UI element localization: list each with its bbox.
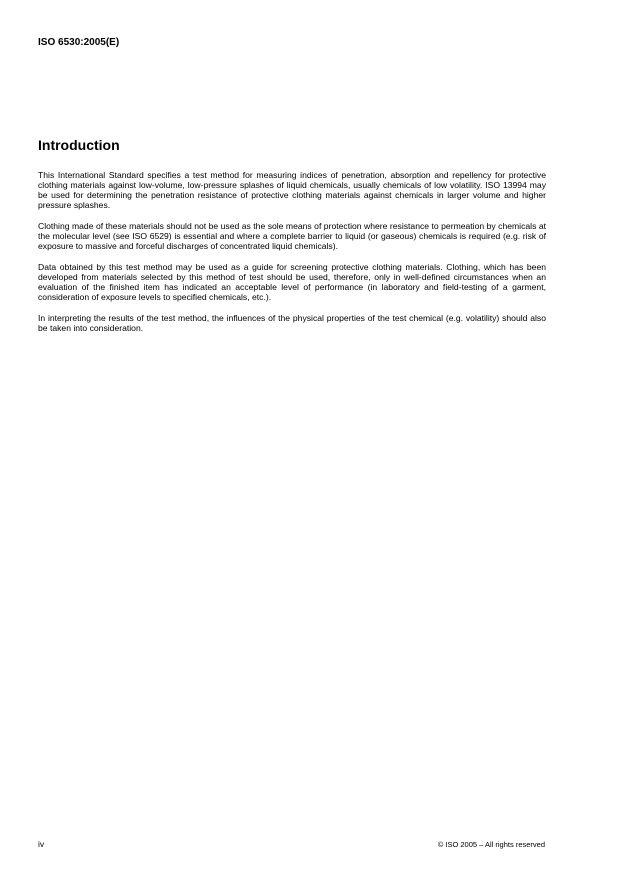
section-title: Introduction xyxy=(38,137,120,153)
paragraph-3: Data obtained by this test method may be used as a guide for screening protective clothing materials. Clothing, which has been developed from materials selected by this method of test should be used, therefore, only in well-defined circumstances when an evaluation of the finished item has indicated an acceptable level of performance (in laboratory and field-testing of a garment, consideration of exposure levels to specified chemicals, etc.). xyxy=(38,262,546,302)
document-id-header: ISO 6530:2005(E) xyxy=(38,37,120,48)
paragraph-4: In interpreting the results of the test method, the influences of the physical properties of the test chemical (e.g. volatility) should also be taken into consideration. xyxy=(38,313,546,333)
section-body xyxy=(38,170,546,344)
paragraph-1: This International Standard specifies a test method for measuring indices of penetration, absorption and repellency for protective clothing materials against low-volume, low-pressure splashes of liquid chemicals, usually chemicals of low volatility. ISO 13994 may be used for determining the penetration resistance of protective clothing materials against chemicals in larger volume and higher pressure splashes. xyxy=(38,170,546,210)
page-number: iv xyxy=(38,839,45,849)
paragraph-2: Clothing made of these materials should not be used as the sole means of protection where resistance to permeation by chemicals at the molecular level (see ISO 6529) is essential and where a complete barrier to liquid (or gaseous) chemicals is required (e.g. risk of exposure to massive and forceful discharges of concentrated liquid chemicals). xyxy=(38,221,546,251)
copyright-notice: © ISO 2005 – All rights reserved xyxy=(437,840,545,849)
